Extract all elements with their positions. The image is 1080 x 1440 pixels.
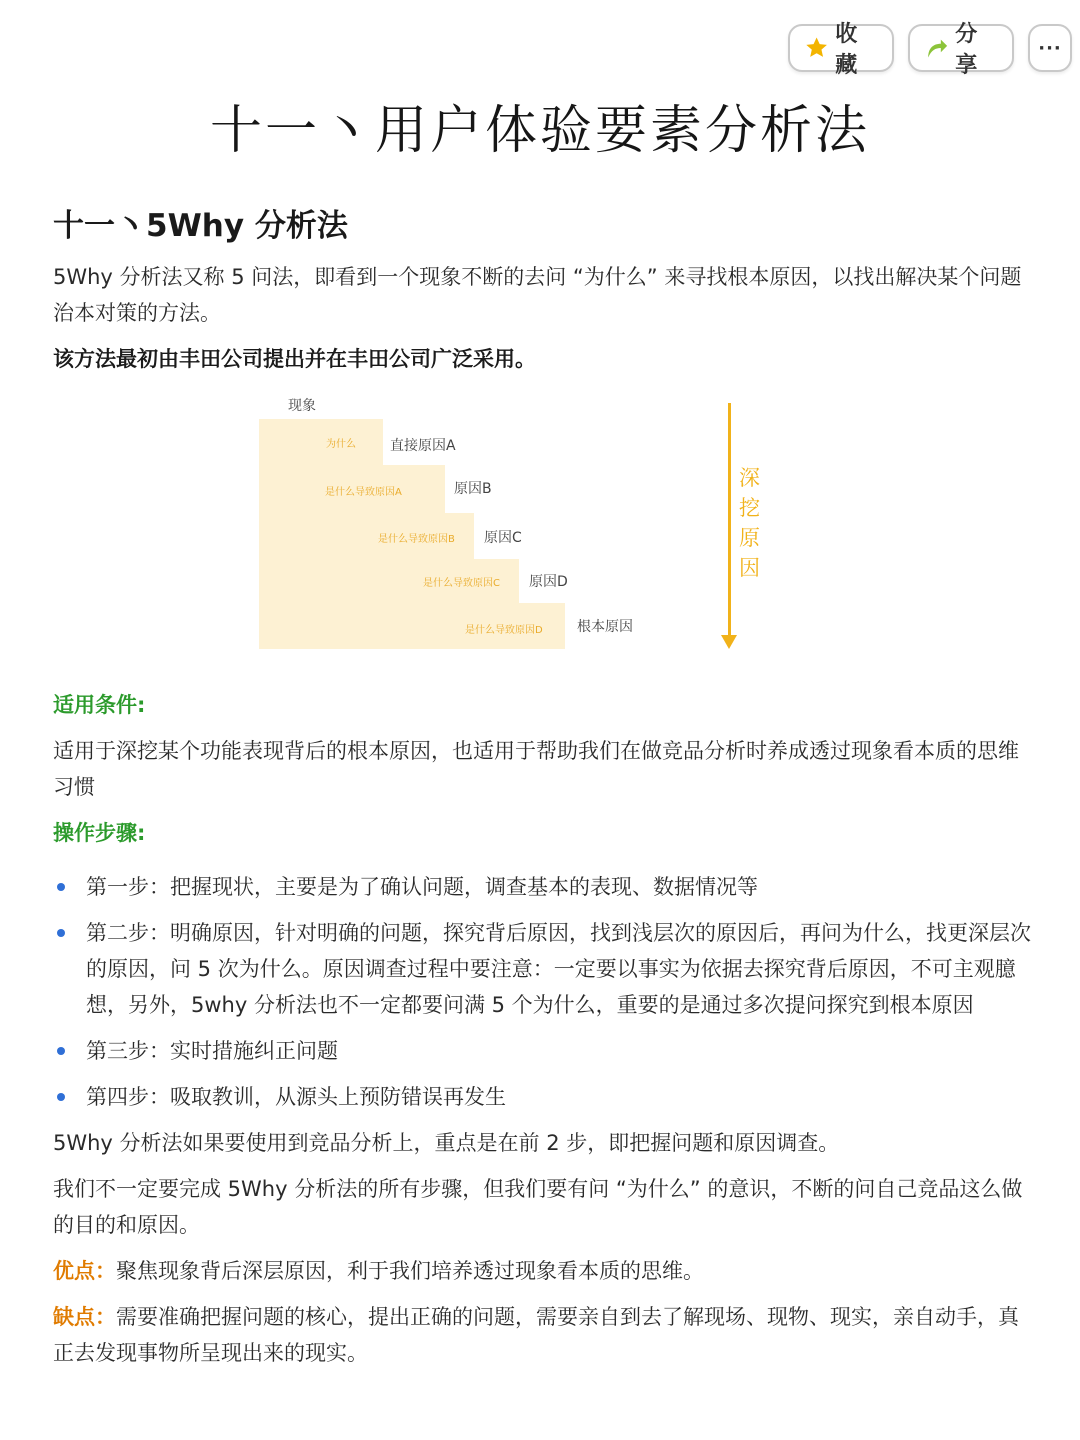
list-item bbox=[53, 1079, 1033, 1115]
origin-paragraph: 该方法最初由丰田公司提出并在丰田公司广泛采用。 bbox=[53, 347, 536, 371]
diagram-cause-label: 根本原因 bbox=[577, 619, 633, 635]
conditions-section bbox=[53, 687, 1033, 805]
diagram-why-label: 是什么导致原因A bbox=[325, 487, 402, 498]
diagram-cause-label: 原因D bbox=[529, 574, 568, 590]
step-text: 第二步：明确原因，针对明确的问题，探究背后原因，找到浅层次的原因后，再问为什么，找更深层次的原因，问 5 次为什么。原因调查过程中要注意：一定要以事实为依据去探究背后原因，不可主观臆想，另外，5why 分析法也不一定都要问满 5 个为什么，重要的是通过多次提问探究到根本原因 bbox=[86, 921, 1031, 1017]
diagram-stair-step bbox=[259, 419, 383, 465]
diagram-why-label: 是什么导致原因C bbox=[423, 578, 500, 589]
bullet-icon bbox=[57, 929, 65, 937]
diagram-why-label: 为什么 bbox=[326, 439, 356, 450]
star-icon bbox=[804, 35, 829, 61]
bullet-icon bbox=[57, 1093, 65, 1101]
diagram-cause-label: 原因B bbox=[454, 481, 492, 497]
pros-label: 优点： bbox=[53, 1259, 116, 1283]
share-arrow-icon bbox=[924, 35, 949, 61]
diagram-why-label: 是什么导致原因D bbox=[465, 625, 543, 636]
top-toolbar bbox=[788, 22, 1072, 78]
cons-label: 缺点： bbox=[53, 1305, 116, 1329]
more-icon: ··· bbox=[1038, 37, 1062, 59]
bullet-icon bbox=[57, 883, 65, 891]
collect-button[interactable] bbox=[788, 22, 894, 78]
collect-label: 收藏 bbox=[835, 22, 858, 78]
article-body bbox=[53, 200, 1033, 1381]
step-text: 第一步：把握现状，主要是为了确认问题，调查基本的表现、数据情况等 bbox=[86, 875, 758, 899]
diagram-why-label: 是什么导致原因B bbox=[378, 534, 455, 545]
bullet-icon bbox=[57, 1047, 65, 1055]
diagram-cause-label: 原因C bbox=[484, 530, 522, 546]
diagram-cause-label: 直接原因A bbox=[390, 438, 456, 454]
dig-deeper-arrow-line bbox=[728, 403, 731, 639]
more-options-button[interactable] bbox=[1028, 24, 1072, 72]
diagram-phenomenon-label: 现象 bbox=[288, 398, 316, 414]
cons-paragraph bbox=[53, 1299, 1033, 1371]
pros-text: 聚焦现象背后深层原因，利于我们培养透过现象看本质的思维。 bbox=[116, 1259, 704, 1283]
steps-label: 操作步骤: bbox=[53, 821, 146, 845]
conditions-label: 适用条件: bbox=[53, 693, 146, 717]
intro-paragraph: 5Why 分析法又称 5 问法，即看到一个现象不断的去问 “为什么” 来寻找根本原因，以找出解决某个问题治本对策的方法。 bbox=[53, 265, 1022, 325]
share-button[interactable] bbox=[908, 22, 1014, 78]
five-why-diagram bbox=[0, 395, 1080, 675]
arrow-down-icon bbox=[721, 635, 737, 649]
pros-paragraph bbox=[53, 1253, 1033, 1289]
list-item bbox=[53, 915, 1033, 1023]
conditions-text: 适用于深挖某个功能表现背后的根本原因，也适用于帮助我们在做竞品分析时养成透过现象看本质的思维习惯 bbox=[53, 739, 1019, 799]
list-item bbox=[53, 1033, 1033, 1069]
steps-list bbox=[53, 869, 1033, 1115]
note-paragraph: 我们不一定要完成 5Why 分析法的所有步骤，但我们要有问 “为什么” 的意识，不断的问自己竞品这么做的目的和原因。 bbox=[53, 1177, 1023, 1237]
steps-section bbox=[53, 815, 1033, 1115]
list-item bbox=[53, 869, 1033, 905]
note-paragraph: 5Why 分析法如果要使用到竞品分析上，重点是在前 2 步，即把握问题和原因调查。 bbox=[53, 1131, 840, 1155]
share-label: 分享 bbox=[955, 22, 978, 78]
cons-text: 需要准确把握问题的核心，提出正确的问题，需要亲自到去了解现场、现物、现实，亲自动手，真正去发现事物所呈现出来的现实。 bbox=[53, 1305, 1019, 1365]
dig-deeper-label: 深挖原因 bbox=[739, 466, 760, 580]
step-text: 第四步：吸取教训，从源头上预防错误再发生 bbox=[86, 1085, 506, 1109]
step-text: 第三步：实时措施纠正问题 bbox=[86, 1039, 338, 1063]
section-heading: 十一丶5Why 分析法 bbox=[53, 208, 348, 244]
page-title: 十一丶用户体验要素分析法 bbox=[209, 101, 870, 161]
